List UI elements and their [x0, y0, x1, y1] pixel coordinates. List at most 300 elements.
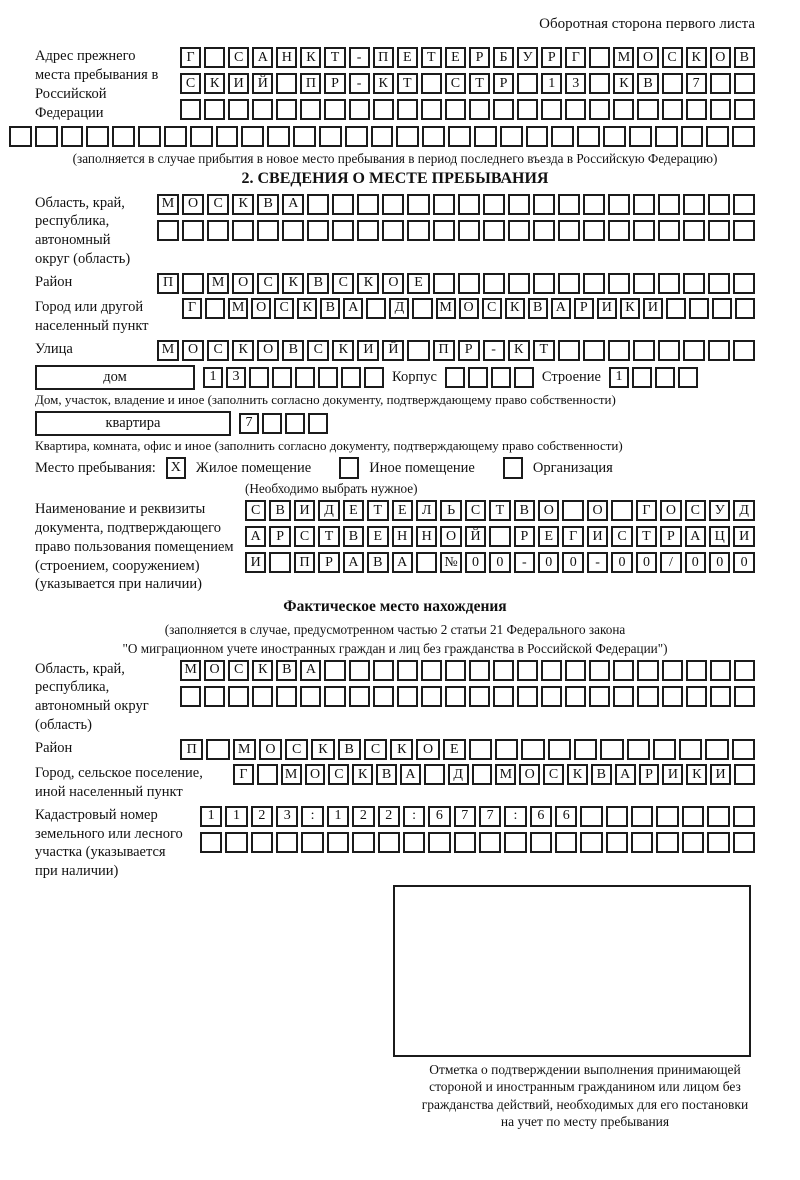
- char-box: В: [307, 273, 329, 294]
- char-box: [613, 660, 634, 681]
- char-box: [472, 764, 493, 785]
- char-box: [448, 126, 471, 147]
- char-box: [204, 99, 225, 120]
- char-box: Д: [733, 500, 754, 521]
- char-box: [276, 73, 297, 94]
- char-box: [324, 660, 345, 681]
- char-box: [257, 220, 279, 241]
- char-box: [469, 99, 490, 120]
- char-box: О: [710, 47, 731, 68]
- char-box: [272, 367, 292, 388]
- char-box: [300, 686, 321, 707]
- char-box: О: [660, 500, 681, 521]
- char-box: П: [180, 739, 203, 760]
- char-box: -: [514, 552, 535, 573]
- char-box: К: [613, 73, 634, 94]
- char-box: [433, 220, 455, 241]
- street-row: [35, 340, 755, 361]
- char-box: [373, 686, 394, 707]
- char-box: Р: [269, 526, 290, 547]
- char-box: [180, 686, 201, 707]
- char-box: [666, 298, 686, 319]
- char-box: [589, 99, 610, 120]
- char-box: [504, 832, 526, 853]
- char-box: [207, 220, 229, 241]
- char-box: [324, 99, 345, 120]
- char-box: [633, 273, 655, 294]
- char-box: О: [382, 273, 404, 294]
- region-row: [35, 194, 755, 269]
- char-box: [349, 686, 370, 707]
- char-box: 0: [636, 552, 657, 573]
- char-box: Н: [392, 526, 413, 547]
- stamp-caption-line-2: стороной и иностранным гражданином или лицом без: [429, 1079, 741, 1095]
- char-box: [205, 298, 225, 319]
- char-box: М: [180, 660, 201, 681]
- char-box: [734, 686, 755, 707]
- char-box: К: [373, 73, 394, 94]
- char-box: [712, 298, 732, 319]
- char-box: С: [307, 340, 329, 361]
- char-box: С: [228, 660, 249, 681]
- char-box: [589, 660, 610, 681]
- char-box: [493, 99, 514, 120]
- actual-city-cells: [233, 764, 755, 785]
- char-box: [603, 126, 626, 147]
- char-box: [733, 220, 755, 241]
- char-box: В: [338, 739, 361, 760]
- char-box: [364, 367, 384, 388]
- char-box: /: [660, 552, 681, 573]
- char-box: [421, 73, 442, 94]
- char-box: Т: [397, 73, 418, 94]
- char-box: [216, 126, 239, 147]
- cadastral-row-2: [200, 832, 755, 853]
- char-box: [606, 806, 628, 827]
- char-box: [608, 273, 630, 294]
- char-box: Е: [343, 500, 364, 521]
- char-box: О: [257, 340, 279, 361]
- char-box: И: [294, 500, 315, 521]
- char-box: В: [276, 660, 297, 681]
- char-box: [200, 832, 222, 853]
- char-box: [708, 273, 730, 294]
- stay-type-note: (Необходимо выбрать нужное): [245, 481, 418, 497]
- stay-option-organization-label: Организация: [532, 459, 613, 476]
- char-box: Д: [389, 298, 409, 319]
- char-box: [656, 832, 678, 853]
- char-box: [541, 660, 562, 681]
- char-box: [655, 367, 675, 388]
- char-box: [491, 367, 511, 388]
- char-box: Н: [276, 47, 297, 68]
- char-box: [267, 126, 290, 147]
- char-box: С: [543, 764, 564, 785]
- char-box: [608, 340, 630, 361]
- char-box: [433, 194, 455, 215]
- char-box: [733, 832, 755, 853]
- char-box: [469, 660, 490, 681]
- char-box: [733, 194, 755, 215]
- char-box: С: [245, 500, 266, 521]
- char-box: [707, 806, 729, 827]
- char-box: К: [352, 764, 373, 785]
- char-box: Е: [445, 47, 466, 68]
- char-box: [373, 99, 394, 120]
- char-box: [357, 220, 379, 241]
- char-box: [606, 832, 628, 853]
- char-box: [241, 126, 264, 147]
- char-box: О: [259, 739, 282, 760]
- house-number-cells: [203, 367, 384, 388]
- char-box: М: [157, 340, 179, 361]
- char-box: [533, 220, 555, 241]
- char-box: [577, 126, 600, 147]
- char-box: К: [686, 764, 707, 785]
- char-box: [632, 367, 652, 388]
- char-box: 0: [611, 552, 632, 573]
- char-box: [734, 660, 755, 681]
- actual-location-note-2: "О миграционном учете иностранных граждан и лиц без гражданства в Российской Федерации"): [122, 641, 668, 657]
- char-box: Р: [324, 73, 345, 94]
- char-box: Д: [448, 764, 469, 785]
- char-box: [541, 686, 562, 707]
- char-box: [662, 660, 683, 681]
- char-box: [589, 686, 610, 707]
- char-box: П: [300, 73, 321, 94]
- house-label-box: [35, 365, 195, 390]
- char-box: К: [332, 340, 354, 361]
- char-box: [517, 73, 538, 94]
- apartment-cells: [239, 413, 328, 434]
- char-box: С: [207, 340, 229, 361]
- city-cells: [182, 298, 755, 319]
- char-box: [35, 126, 58, 147]
- char-box: М: [495, 764, 516, 785]
- char-box: Е: [407, 273, 429, 294]
- char-box: О: [416, 739, 439, 760]
- char-box: [637, 686, 658, 707]
- char-box: Р: [541, 47, 562, 68]
- char-box: [112, 126, 135, 147]
- char-box: К: [567, 764, 588, 785]
- char-box: [474, 126, 497, 147]
- title-document-label: Наименование и реквизиты документа, подтверждающего право пользования помещением (строением, сооружением) (указывается при наличии): [35, 501, 234, 593]
- char-box: К: [620, 298, 640, 319]
- char-box: [562, 500, 583, 521]
- char-box: [608, 194, 630, 215]
- char-box: 3: [226, 367, 246, 388]
- char-box: О: [587, 500, 608, 521]
- char-box: [681, 126, 704, 147]
- char-box: [627, 739, 650, 760]
- char-box: [708, 194, 730, 215]
- char-box: [631, 832, 653, 853]
- char-box: [318, 367, 338, 388]
- actual-city-row: [35, 764, 755, 802]
- char-box: 0: [538, 552, 559, 573]
- stay-option-other-label: Иное помещение: [369, 459, 475, 476]
- char-box: А: [300, 660, 321, 681]
- char-box: К: [232, 340, 254, 361]
- char-box: [433, 273, 455, 294]
- char-box: С: [274, 298, 294, 319]
- char-box: [533, 273, 555, 294]
- char-box: Р: [574, 298, 594, 319]
- char-box: Е: [443, 739, 466, 760]
- char-box: В: [257, 194, 279, 215]
- char-box: Г: [180, 47, 201, 68]
- char-box: Е: [538, 526, 559, 547]
- char-box: 7: [239, 413, 259, 434]
- char-box: М: [613, 47, 634, 68]
- cadastral-label: Кадастровый номер земельного или лесного участка (указывается при наличии): [35, 806, 183, 880]
- char-box: М: [207, 273, 229, 294]
- char-box: В: [282, 340, 304, 361]
- char-box: В: [734, 47, 755, 68]
- char-box: С: [328, 764, 349, 785]
- char-box: Т: [421, 47, 442, 68]
- char-box: [396, 126, 419, 147]
- char-box: [658, 220, 680, 241]
- char-box: Т: [489, 500, 510, 521]
- char-box: [682, 832, 704, 853]
- char-box: [445, 367, 465, 388]
- char-box: [686, 686, 707, 707]
- city-row: [35, 298, 755, 336]
- char-box: [662, 686, 683, 707]
- char-box: [86, 126, 109, 147]
- char-box: -: [349, 47, 370, 68]
- char-box: [580, 806, 602, 827]
- previous-address-row-1: [180, 47, 755, 68]
- char-box: :: [504, 806, 526, 827]
- char-box: М: [233, 739, 256, 760]
- char-box: [138, 126, 161, 147]
- char-box: [407, 194, 429, 215]
- char-box: [493, 660, 514, 681]
- char-box: [495, 739, 518, 760]
- char-box: И: [245, 552, 266, 573]
- char-box: [295, 367, 315, 388]
- char-box: [633, 220, 655, 241]
- char-box: [589, 73, 610, 94]
- char-box: Ь: [440, 500, 461, 521]
- cadastral-row-1: [200, 806, 755, 827]
- char-box: [422, 126, 445, 147]
- char-box: И: [643, 298, 663, 319]
- char-box: [397, 660, 418, 681]
- char-box: [517, 660, 538, 681]
- char-box: О: [440, 526, 461, 547]
- char-box: Р: [514, 526, 535, 547]
- char-box: 1: [225, 806, 247, 827]
- char-box: [583, 194, 605, 215]
- char-box: [204, 686, 225, 707]
- char-box: [469, 686, 490, 707]
- apartment-caption: Квартира, комната, офис и иное (заполнить согласно документу, подтверждающему право собственности): [35, 437, 623, 453]
- char-box: А: [282, 194, 304, 215]
- char-box: -: [349, 73, 370, 94]
- char-box: [526, 126, 549, 147]
- char-box: Б: [493, 47, 514, 68]
- char-box: В: [528, 298, 548, 319]
- section2-title: 2. СВЕДЕНИЯ О МЕСТЕ ПРЕБЫВАНИЯ: [241, 169, 549, 187]
- char-box: М: [157, 194, 179, 215]
- char-box: [679, 739, 702, 760]
- char-box: С: [685, 500, 706, 521]
- char-box: Т: [367, 500, 388, 521]
- char-box: П: [373, 47, 394, 68]
- char-box: [182, 220, 204, 241]
- stay-option-residential-label: Жилое помещение: [195, 459, 312, 476]
- char-box: [293, 126, 316, 147]
- previous-address-label: Адрес прежнего места пребывания в Российской Федерации: [35, 48, 159, 121]
- house-label: дом: [103, 368, 127, 385]
- char-box: [469, 739, 492, 760]
- char-box: [653, 739, 676, 760]
- char-box: [732, 739, 755, 760]
- house-caption: Дом, участок, владение и иное (заполнить согласно документу, подтверждающему право собственности): [35, 391, 616, 407]
- char-box: Т: [318, 526, 339, 547]
- char-box: [307, 220, 329, 241]
- char-box: [589, 47, 610, 68]
- page-side-note: Оборотная сторона первого листа: [539, 16, 755, 32]
- char-box: С: [364, 739, 387, 760]
- char-box: 2: [378, 806, 400, 827]
- char-box: К: [508, 340, 530, 361]
- char-box: Р: [660, 526, 681, 547]
- char-box: 1: [327, 806, 349, 827]
- actual-region-label: Область, край, республика, автономный округ (область): [35, 660, 149, 734]
- char-box: И: [357, 340, 379, 361]
- char-box: [206, 739, 229, 760]
- char-box: [710, 686, 731, 707]
- char-box: О: [459, 298, 479, 319]
- char-box: Й: [382, 340, 404, 361]
- char-box: [307, 194, 329, 215]
- char-box: Ц: [709, 526, 730, 547]
- char-box: Д: [318, 500, 339, 521]
- district-cells: [157, 273, 755, 294]
- korpus-label: Корпус: [392, 368, 437, 385]
- char-box: Е: [367, 526, 388, 547]
- char-box: [421, 660, 442, 681]
- title-document-block: [35, 500, 755, 594]
- char-box: [683, 273, 705, 294]
- char-box: [583, 340, 605, 361]
- char-box: М: [436, 298, 456, 319]
- char-box: С: [207, 194, 229, 215]
- char-box: [308, 413, 328, 434]
- char-box: Р: [469, 47, 490, 68]
- region-label: Область, край, республика, автономный округ (область): [35, 194, 131, 268]
- char-box: [508, 273, 530, 294]
- char-box: К: [505, 298, 525, 319]
- char-box: [708, 340, 730, 361]
- char-box: С: [482, 298, 502, 319]
- char-box: О: [519, 764, 540, 785]
- char-box: [613, 99, 634, 120]
- char-box: [9, 126, 32, 147]
- char-box: [252, 99, 273, 120]
- previous-address-block: [35, 47, 755, 122]
- char-box: [710, 73, 731, 94]
- char-box: [580, 832, 602, 853]
- char-box: [251, 832, 273, 853]
- char-box: [345, 126, 368, 147]
- char-box: О: [204, 660, 225, 681]
- char-box: [655, 126, 678, 147]
- title-document-row-3: [245, 552, 755, 573]
- char-box: А: [400, 764, 421, 785]
- char-box: [689, 298, 709, 319]
- char-box: [276, 99, 297, 120]
- char-box: [508, 194, 530, 215]
- char-box: И: [597, 298, 617, 319]
- char-box: [182, 273, 204, 294]
- previous-address-row-2: [180, 73, 755, 94]
- stay-type-label: Место пребывания:: [35, 459, 156, 476]
- char-box: [479, 832, 501, 853]
- char-box: [428, 832, 450, 853]
- char-box: О: [182, 194, 204, 215]
- actual-location-title: Фактическое место нахождения: [283, 598, 507, 616]
- char-box: [686, 99, 707, 120]
- char-box: К: [686, 47, 707, 68]
- city-label: Город или другой населенный пункт: [35, 298, 149, 334]
- char-box: [262, 413, 282, 434]
- char-box: В: [637, 73, 658, 94]
- char-box: [662, 99, 683, 120]
- stroenie-label: Строение: [541, 368, 601, 385]
- char-box: [517, 99, 538, 120]
- char-box: 1: [203, 367, 223, 388]
- char-box: [629, 126, 652, 147]
- char-box: [458, 273, 480, 294]
- char-box: К: [311, 739, 334, 760]
- street-cells: [157, 340, 755, 361]
- char-box: А: [392, 552, 413, 573]
- cadastral-row: [35, 806, 755, 881]
- char-box: [658, 194, 680, 215]
- char-box: [734, 99, 755, 120]
- char-box: С: [294, 526, 315, 547]
- char-box: [454, 832, 476, 853]
- char-box: Й: [252, 73, 273, 94]
- char-box: [373, 660, 394, 681]
- char-box: [733, 806, 755, 827]
- char-box: А: [343, 552, 364, 573]
- char-box: [521, 739, 544, 760]
- street-label: Улица: [35, 340, 73, 357]
- char-box: [548, 739, 571, 760]
- char-box: [397, 686, 418, 707]
- char-box: [735, 298, 755, 319]
- stay-type-row: [35, 457, 755, 479]
- char-box: [489, 526, 510, 547]
- char-box: [565, 99, 586, 120]
- char-box: О: [182, 340, 204, 361]
- char-box: [357, 194, 379, 215]
- char-box: Т: [636, 526, 657, 547]
- char-box: В: [269, 500, 290, 521]
- char-box: 2: [352, 806, 374, 827]
- char-box: [583, 220, 605, 241]
- char-box: С: [465, 500, 486, 521]
- char-box: [733, 340, 755, 361]
- char-box: 3: [565, 73, 586, 94]
